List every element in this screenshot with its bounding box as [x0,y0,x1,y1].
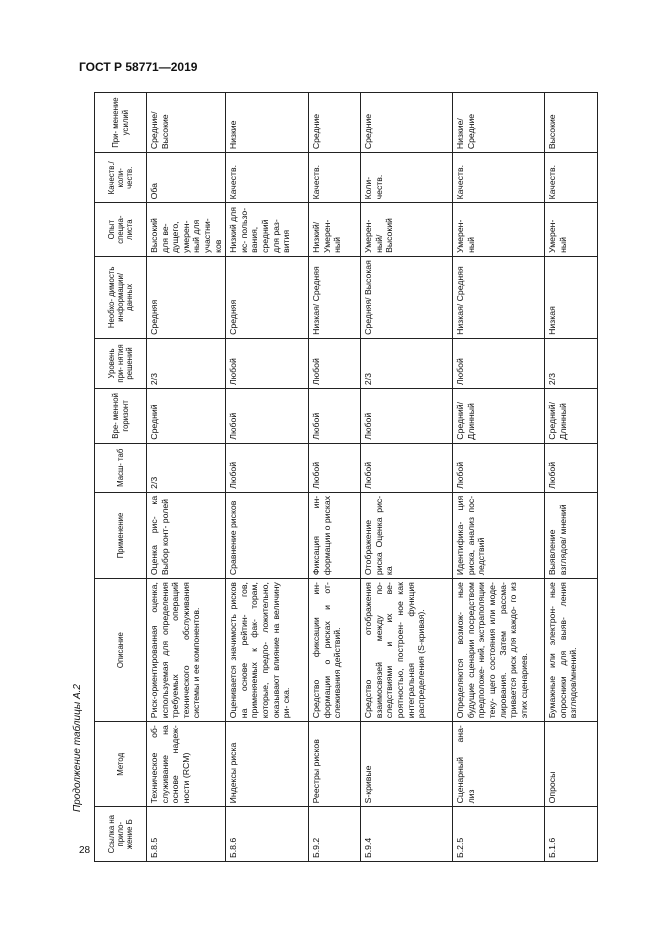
table-row [545,93,598,862]
cell-data-need: Средняя [147,256,226,338]
page-number: 28 [79,845,91,856]
cell-expertise: Высокий для ве- дущего, умерен- ный для участни- ков [147,203,226,257]
cell-scale: Любой [226,443,309,492]
cell-expertise: Низкий/ Умерен- ный [309,203,361,257]
cell-expertise: Умерен- ный [453,203,545,257]
cell-method: Индексы риска [226,722,309,807]
cell-description: Определяются возмож- ные будущие сценарии посредством предположе- ний, экстраполяции теку- щего состояния или моде- лирования. Затем рассма- тривается риск для каждо- го из этих сценариев. [453,579,545,722]
cell-decision-level: Любой [226,338,309,388]
cell-ref: Б.8.5 [147,807,226,862]
table-row [309,93,361,862]
cell-decision-level: Любой [309,338,361,388]
cell-scale: 2/3 [147,443,226,492]
cell-time-horizon: Средний [147,389,226,444]
header-effort: При- менение усилий [95,93,147,153]
header-scale: Масш- таб [95,443,147,492]
cell-application: Оценка рис- ка Выбор конт- ролей [147,492,226,578]
header-qual-quant: Качеств./ коли- честв. [95,153,147,203]
table-row [226,93,309,862]
cell-ref: Б.9.2 [309,807,361,862]
cell-qual-quant: Коли- честв. [361,153,453,203]
cell-data-need: Средняя [226,256,309,338]
cell-expertise: Умерен- ный/ Высокий [361,203,453,257]
table-header-row [95,93,147,862]
cell-description: Средство отображения взаимосвязей между по- следствиями и их ве- роятностью, построен- ное как интегральная функция распределения (S-кривая). [361,579,453,722]
cell-time-horizon: Средний/ Длинный [545,389,598,444]
table-row [147,93,226,862]
standard-header: ГОСТ Р 58771—2019 [79,60,198,74]
table-continuation-caption: Продолжение таблицы А.2 [72,684,83,812]
cell-effort: Низкие/ Средние [453,93,545,153]
cell-description: Средство фиксации ин- формации о рисках и от- слеживания действий. [309,579,361,722]
header-decision-level: Уровень при- нятия решений [95,338,147,388]
methods-table [94,92,596,862]
cell-application: Выявление взглядов/ мнений [545,492,598,578]
cell-scale: Любой [361,443,453,492]
cell-effort: Средние [309,93,361,153]
cell-data-need: Низкая/ Средняя [309,256,361,338]
cell-method: Техническое об- служивание на основе надеж- ности (RCM) [147,722,226,807]
cell-method: Сценарный ана- лиз [453,722,545,807]
cell-application: Идентифика- ция риска, анализ пос- ледствий [453,492,545,578]
cell-description: Риск-ориентированная оценка, используемая для определения требуемых операций технического обслуживания системы и ее компонентов. [147,579,226,722]
cell-ref: Б.1.6 [545,807,598,862]
cell-effort: Средние [361,93,453,153]
cell-method: Реестры рисков [309,722,361,807]
cell-effort: Высокие [545,93,598,153]
table-row [453,93,545,862]
cell-decision-level: 2/3 [361,338,453,388]
cell-description: Бумажные или электрон- ные опросники для выяв- ления взглядов/мнений. [545,579,598,722]
cell-data-need: Средняя/ Высокая [361,256,453,338]
cell-application: Сравнение рисков [226,492,309,578]
header-data-need: Необхо- димость информации/ данных [95,256,147,338]
cell-qual-quant: Оба [147,153,226,203]
cell-qual-quant: Качеств. [226,153,309,203]
header-appendix-ref: Ссылка на прило- жение Б [95,807,147,862]
cell-ref: Б.8.6 [226,807,309,862]
cell-expertise: Низкий для ис- пользо- вания, средний для раз- вития [226,203,309,257]
cell-expertise: Умерен- ный [545,203,598,257]
cell-qual-quant: Качеств. [453,153,545,203]
cell-data-need: Низкая/ Средняя [453,256,545,338]
cell-ref: Б.2.5 [453,807,545,862]
cell-scale: Любой [309,443,361,492]
cell-decision-level: 2/3 [545,338,598,388]
table-row [361,93,453,862]
cell-time-horizon: Любой [361,389,453,444]
cell-application: Фиксация ин- формации о рисках [309,492,361,578]
cell-qual-quant: Качеств. [545,153,598,203]
cell-time-horizon: Средний/ Длинный [453,389,545,444]
cell-time-horizon: Любой [309,389,361,444]
header-time-horizon: Вре- менной горизонт [95,389,147,444]
cell-decision-level: 2/3 [147,338,226,388]
cell-qual-quant: Качеств. [309,153,361,203]
cell-time-horizon: Любой [226,389,309,444]
header-application: Применение [95,492,147,578]
cell-decision-level: Любой [453,338,545,388]
cell-method: S-кривые [361,722,453,807]
table [94,92,598,862]
header-expertise: Опыт специа- листа [95,203,147,257]
cell-data-need: Низкая [545,256,598,338]
cell-method: Опросы [545,722,598,807]
header-method: Метод [95,722,147,807]
cell-effort: Низкие [226,93,309,153]
cell-scale: Любой [453,443,545,492]
cell-description: Оценивается значимость рисков на основе рейтин- гов, применяемых к фак- торам, которые, предпо- ложительно, оказывают влияние на величину ри- ска. [226,579,309,722]
header-description: Описание [95,579,147,722]
cell-application: Отображение риска Оценка рис- ка [361,492,453,578]
cell-effort: Средние/ Высокие [147,93,226,153]
cell-scale: Любой [545,443,598,492]
cell-ref: Б.9.4 [361,807,453,862]
